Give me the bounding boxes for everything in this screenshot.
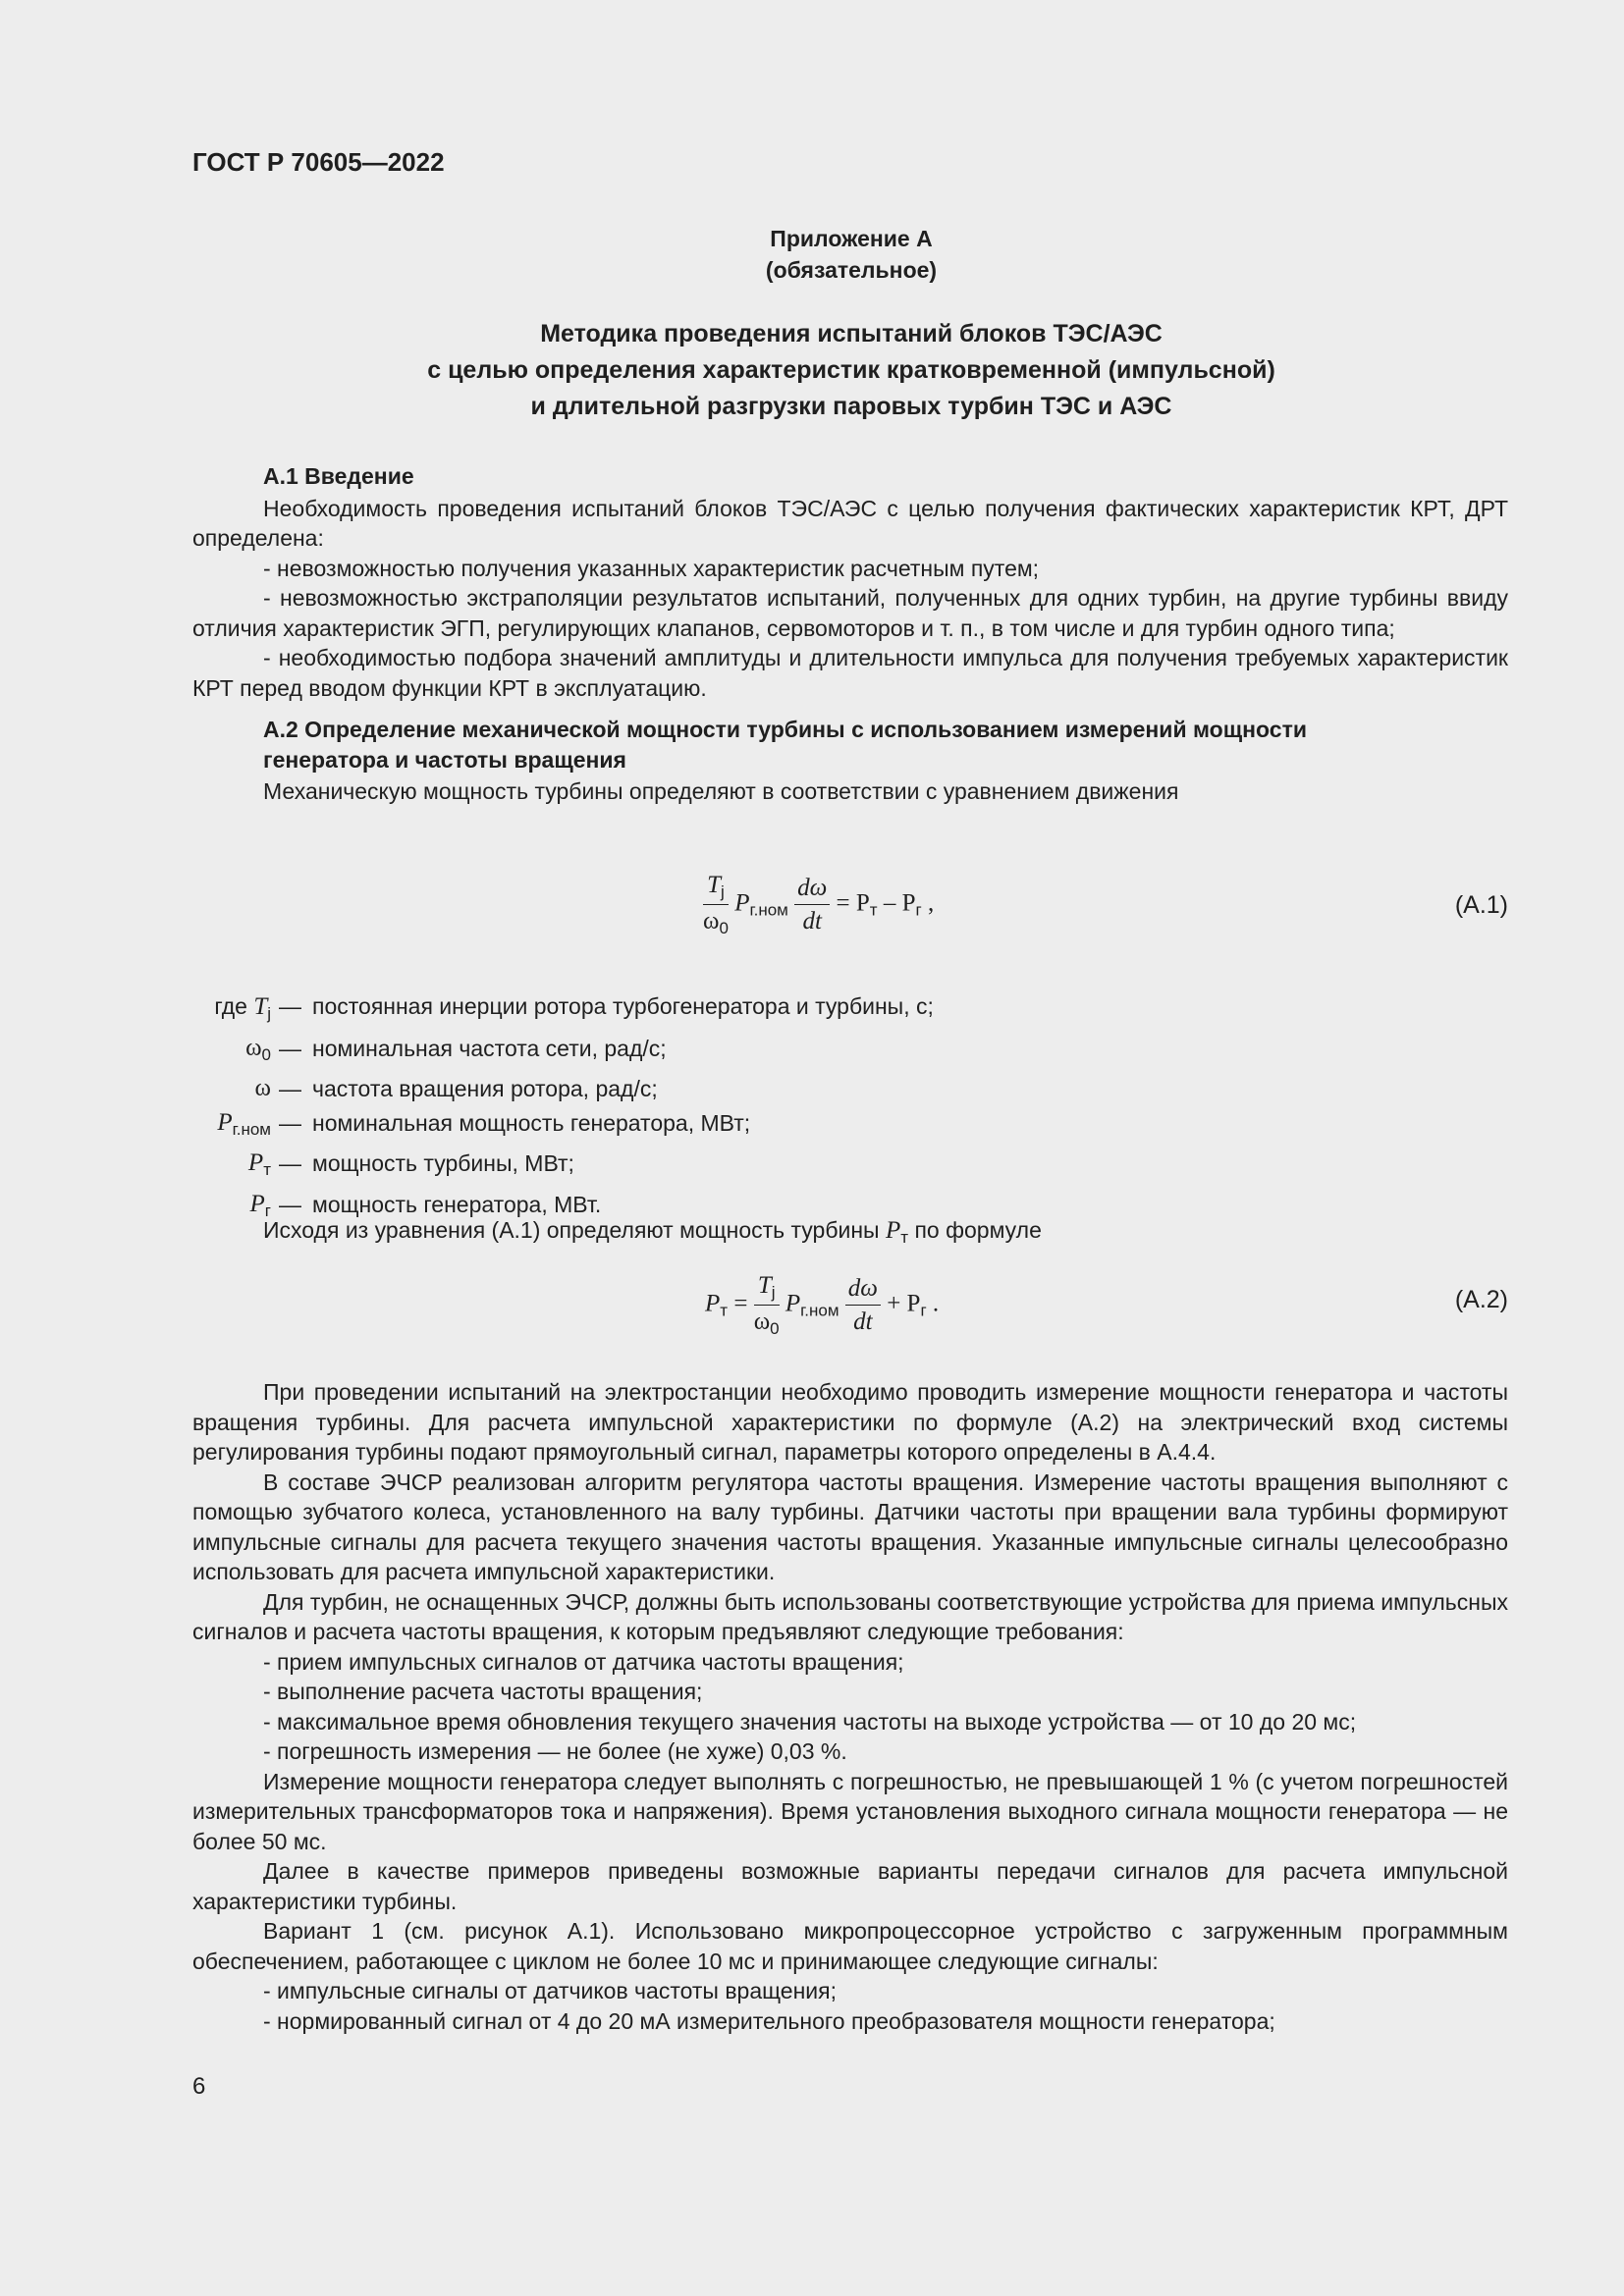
- equation-number: (А.2): [1454, 1286, 1508, 1313]
- document-code: ГОСТ Р 70605—2022: [192, 147, 445, 177]
- annex-status: (обязательное): [765, 257, 938, 283]
- formula-a2: $P_т$ = $\frac{T_j}{\omega_0}$ $P_{г.ном}$ $\frac{d\omega}{dt}$ + $P_г$ .: [705, 1272, 940, 1338]
- annex-label: Приложение А: [770, 226, 933, 251]
- annex-title-line: Методика проведения испытаний блоков ТЭС/АЭС: [540, 320, 1163, 347]
- annex-title-line: с целью определения характеристик кратковременной (импульсной): [427, 356, 1275, 384]
- fraction-tj-omega0: $\frac{T_j}{\omega_0}$: [703, 872, 729, 937]
- legend-row: ω — частота вращения ротора, рад/с;: [254, 1075, 658, 1101]
- body-text: [192, 1377, 1508, 2036]
- symbol-legend: [192, 989, 934, 1228]
- section-heading: А.2 Определение механической мощности турбины с использованием измерений мощности: [263, 717, 1307, 742]
- list-item: - импульсные сигналы от датчиков частоты вращения;: [263, 1978, 837, 2003]
- legend-row: $P_г$ — мощность генератора, МВт.: [249, 1190, 602, 1220]
- legend-row: $P_{г.ном}$ — номинальная мощность генератора, МВт;: [217, 1108, 751, 1139]
- list-item: - максимальное время обновления текущего значения частоты на выходе устройства — от 10 до 20 мс;: [263, 1708, 1357, 1735]
- list-item: - нормированный сигнал от 4 до 20 мА измерительного преобразователя мощности генератора;: [263, 2007, 1275, 2034]
- annex-title: [0, 316, 1624, 425]
- section-heading: А.1 Введение: [263, 463, 414, 489]
- section-heading: генератора и частоты вращения: [263, 746, 626, 773]
- legend-row: где $T_j$ — постоянная инерции ротора турбогенератора и турбины, с;: [214, 993, 934, 1023]
- legend-row: $\omega_0$ — номинальная частота сети, рад/с;: [245, 1034, 667, 1064]
- section-a1: [192, 461, 1508, 807]
- fraction-domega-dt: $\frac{d\omega}{dt}$: [845, 1275, 881, 1336]
- legend-row: $P_т$ — мощность турбины, МВт;: [247, 1149, 574, 1179]
- list-item: - необходимостью подбора значений амплитуды и длительности импульса для получения требуемых характеристик КРТ перед вводом функции КРТ в эксплуатацию.: [192, 645, 1508, 701]
- paragraph: Необходимость проведения испытаний блоков ТЭС/АЭС с целью получения фактических характеристик КРТ, ДРТ определена:: [192, 495, 1508, 551]
- paragraph: В составе ЭЧСР реализован алгоритм регулятора частоты вращения. Измерение частоты вращения выполняют с помощью зубчатого колеса, установленного на валу турбины. Датчики частоты при вращении вала турбины формируют импульсные сигналы для расчета текущего значения частоты вращения. Указанные импульсные сигналы целесообразно использовать для расчета импульсной характеристики.: [192, 1468, 1508, 1584]
- list-item: - прием импульсных сигналов от датчика частоты вращения;: [263, 1648, 904, 1675]
- paragraph: При проведении испытаний на электростанции необходимо проводить измерение мощности генератора и частоты вращения турбины. Для расчета импульсной характеристики по формуле (А.2) на электрический вход системы регулирования турбины подают прямоугольный сигнал, параметры которого определены в А.4.4.: [192, 1379, 1508, 1465]
- equation-number: (А.1): [1454, 891, 1508, 919]
- paragraph: Вариант 1 (см. рисунок А.1). Использовано микропроцессорное устройство с загруженным программным обеспечением, работающее с циклом не более 10 мс и принимающее следующие сигналы:: [192, 1918, 1508, 1974]
- fraction-domega-dt: $\frac{d\omega}{dt}$: [794, 875, 830, 935]
- paragraph: Для турбин, не оснащенных ЭЧСР, должны быть использованы соответствующие устройства для приема импульсных сигналов и расчета частоты вращения, к которым предъявляют следующие требования:: [192, 1588, 1508, 1644]
- list-item: - выполнение расчета частоты вращения;: [263, 1679, 703, 1704]
- list-item: - невозможностью экстраполяции результатов испытаний, полученных для одних турбин, на другие турбины ввиду отличия характеристик ЭГП, регулирующих клапанов, сервомоторов и т. п., в том числе и для турбин одного типа;: [192, 585, 1508, 641]
- paragraph: Механическую мощность турбины определяют в соответствии с уравнением движения: [263, 778, 1179, 804]
- list-item: - погрешность измерения — не более (не хуже) 0,03 %.: [263, 1738, 847, 1764]
- paragraph: Измерение мощности генератора следует выполнять с погрешностью, не превышающей 1 % (с учетом погрешностей измерительных трансформаторов тока и напряжения). Время установления выходного сигнала мощности генератора — не более 50 мс.: [192, 1768, 1508, 1854]
- fraction-tj-omega0: $\frac{T_j}{\omega_0}$: [753, 1272, 780, 1338]
- annex-title-line: и длительной разгрузки паровых турбин ТЭС и АЭС: [530, 393, 1172, 420]
- list-item: - невозможностью получения указанных характеристик расчетным путем;: [263, 555, 1040, 581]
- formula-a1: $\frac{T_j}{\omega_0}$ $P_{г.ном}$ $\frac{d\omega}{dt}$ = $P_т - P_г$ ,: [703, 872, 935, 937]
- paragraph: Далее в качестве примеров приведены возможные варианты передачи сигналов для расчета импульсной характеристики турбины.: [192, 1858, 1508, 1914]
- page-number: 6: [192, 2073, 206, 2100]
- formula-a2-lead: Исходя из уравнения (А.1) определяют мощность турбины $P_т$ по формуле: [263, 1217, 1042, 1247]
